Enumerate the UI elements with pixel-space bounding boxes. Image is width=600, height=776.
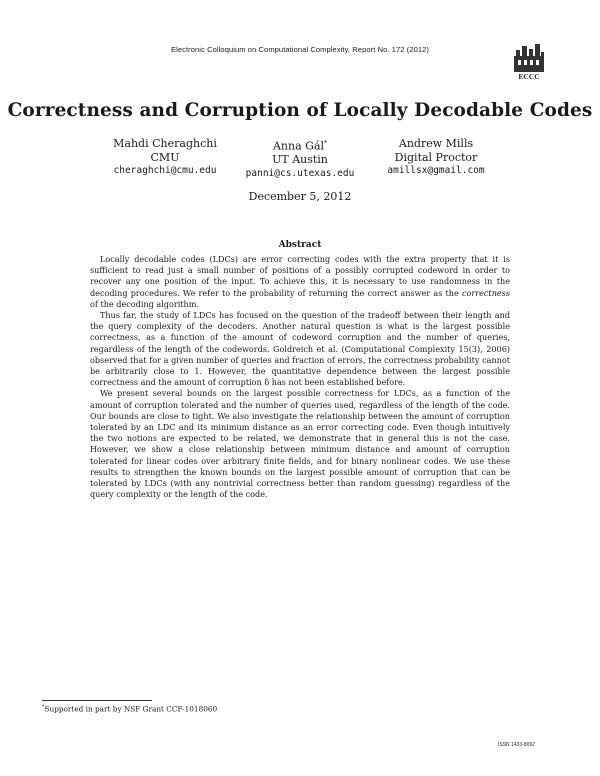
footnote-mark: * xyxy=(324,140,328,147)
abstract-paragraph-2: Thus far, the study of LDCs has focused on the question of the tradeoff between their length and the query complexity of the decoders. Another natural question is what is the largest possible correctness, as a function of the amount of codeword corruption and the number of queries, regardless of the length of the codewords. Goldreich et al. (Computational Complexity 15(3), 2006) observed that for a given number of queries and fraction of errors, the correctness probability cannot be arbitrarily close to 1. However, the quantitative dependence between the largest possible correctness and the amount of corruption δ has not been established before. xyxy=(90,310,510,388)
footnote-mark: * xyxy=(42,704,45,710)
publication-date: December 5, 2012 xyxy=(248,190,352,203)
abstract-paragraph-3: We present several bounds on the largest possible correctness for LDCs, as a function of the amount of corruption tolerated and the number of queries used, regardless of the length of the code. Our bounds are close to tight. We also investigate the relationship between the amount of corruption tolerated by an LDC and its minimum distance as an error correcting code. Even though intuitively the two notions are expected to be related, we demonstrate that in general this is not the case. However, we show a close relationship between minimum distance and amount of corruption tolerated for linear codes over arbitrary finite fields, and for binary nonlinear codes. We use these results to strengthen the known bounds on the largest possible amount of corruption that can be tolerated by LDCs (with any nontrivial correctness better than random guessing) regardless of the query complexity or the length of the code. xyxy=(90,388,510,500)
abstract-heading: Abstract xyxy=(278,240,322,250)
abstract-paragraph-1 xyxy=(90,254,510,310)
footnote-divider xyxy=(42,700,152,701)
author-3 xyxy=(336,137,536,178)
author-name: Mahdi Cheraghchi xyxy=(113,137,217,150)
author-name: Anna Gál xyxy=(272,139,325,153)
author-email: cheraghchi@cmu.edu xyxy=(113,165,217,176)
eccc-logo-text: ECCC xyxy=(518,72,540,80)
author-affiliation: CMU xyxy=(150,150,180,164)
abstract-body xyxy=(90,254,510,500)
abstract-p1-text: Locally decodable codes (LDCs) are error correcting codes with the extra property that it is sufficient to read just a small number of positions of a possibly corrupted codeword in order to recover any one position of the input. To achieve this, it is necessary to use randomness in the decoding procedures. We refer to the probability of returning the correct answer as the xyxy=(90,254,510,298)
author-affiliation: UT Austin xyxy=(272,153,328,167)
footnote-text: Supported in part by NSF Grant CCF-1018060 xyxy=(44,704,218,714)
paper-title: Correctness and Corruption of Locally Decodable Codes xyxy=(7,100,593,121)
author-email: panni@cs.utexas.edu xyxy=(245,167,355,179)
author-affiliation: Digital Proctor xyxy=(394,150,478,164)
journal-header: Electronic Colloquium on Computational Complexity, Report No. 172 (2012) xyxy=(170,45,430,54)
issn-label: ISSN 1433-8092 xyxy=(498,742,535,748)
eccc-logo xyxy=(512,42,546,80)
abstract-p1-emphasis: correctness xyxy=(461,287,510,298)
author-email: amillsx@gmail.com xyxy=(387,165,485,176)
footnote xyxy=(42,704,217,713)
abstract-p1-tail: of the decoding algorithm. xyxy=(90,298,200,309)
author-name: Andrew Mills xyxy=(398,137,474,150)
